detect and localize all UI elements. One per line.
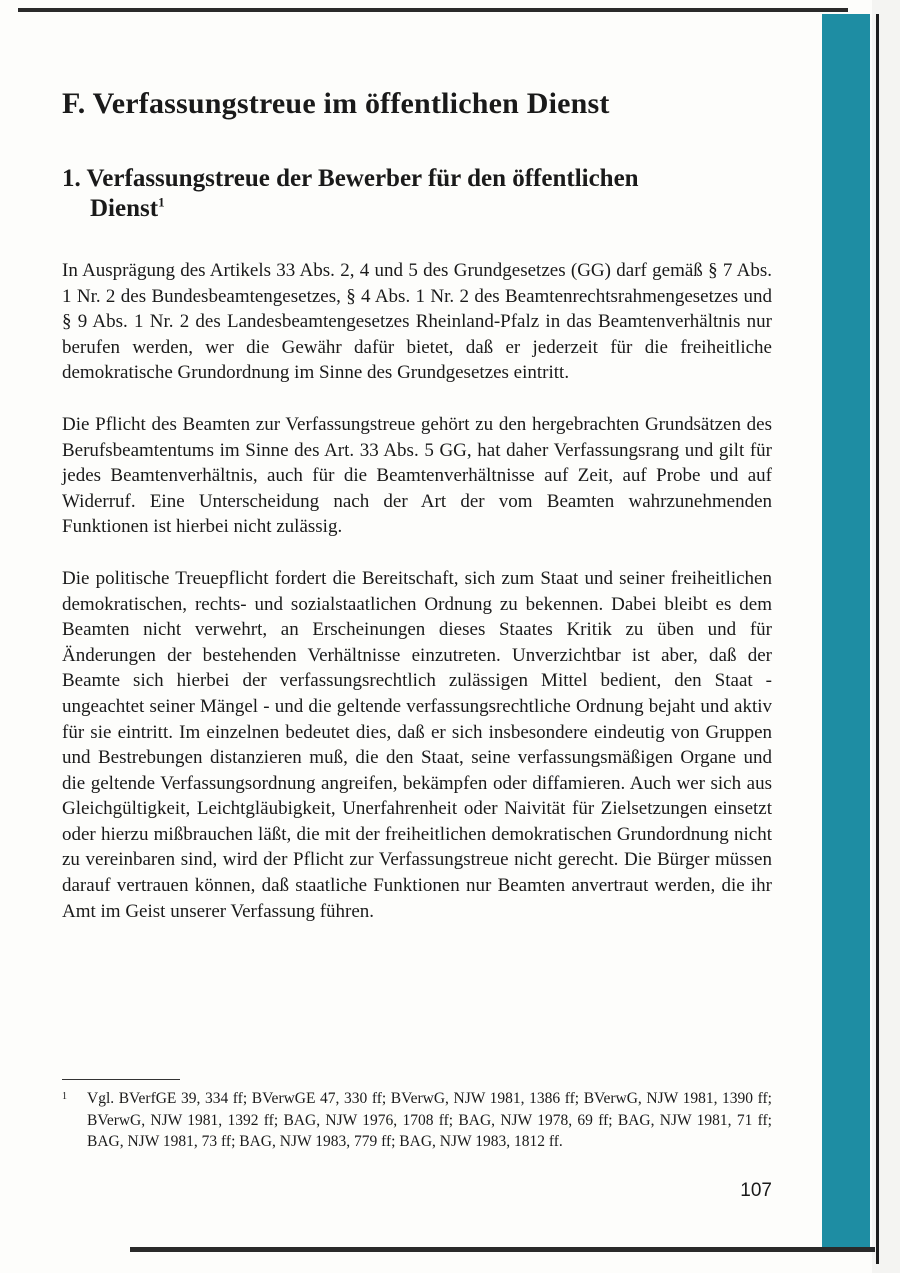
page-number: 107 (740, 1180, 772, 1201)
paragraph-2: Die Pflicht des Beamten zur Verfassungstreue gehört zu den hergebrachten Grundsätzen des Berufsbeamtentums im Sinne des Art. 33 Abs. 5 GG, hat daher Verfassungsrang und gilt für jedes Beamtenverhältnis, auch für die Beamtenverhältnisse auf Zeit, auf Probe und auf Widerruf. Eine Unterscheidung nach der Art der vom Beamten wahrzunehmenden Funktionen ist hierbei nicht zulässig. (62, 413, 772, 538)
paragraph-1: In Ausprägung des Artikels 33 Abs. 2, 4 und 5 des Grundgesetzes (GG) darf gemäß § 7 Abs. 1 Nr. 2 des Bundesbeamtengesetzes, § 4 Abs. 1 Nr. 2 des Beamtenrechtsrahmengesetzes und § 9 Abs. 1 Nr. 2 des Landesbeamtengesetzes Rheinland-Pfalz in das Beamtenverhältnis nur berufen werden, wer die Gewähr dafür bietet, daß er jederzeit für die freiheitliche demokratische Grundordnung im Sinne des Grundgesetzes eintritt. (62, 260, 772, 384)
section-heading (62, 164, 772, 224)
footnote-marker: 1 (62, 1091, 67, 1102)
section-heading-line2 (62, 194, 772, 224)
chapter-heading: F. Verfassungstreue im öffentlichen Dienst (62, 87, 610, 120)
page-edge-line (876, 14, 879, 1264)
page-content (62, 86, 772, 924)
paragraph-3: Die politische Treuepflicht fordert die Bereitschaft, sich zum Staat und seiner freiheitlichen demokratischen, rechts- und sozialstaatlichen Ordnung zu bekennen. Dabei bleibt es dem Beamten nicht verwehrt, an Erscheinungen dieses Staates Kritik zu üben und für Änderungen der bestehenden Verhältnisse einzutreten. Unverzichtbar ist aber, daß der Beamte sich hierbei der verfassungsrechtlich zulässigen Mittel bedient, den Staat - ungeachtet seiner Mängel - und die geltende verfassungsrechtliche Ordnung bejaht und aktiv für sie eintritt. Im einzelnen bedeutet dies, daß er sich insbesondere eindeutig von Gruppen und Bestrebungen distanzieren muß, die den Staat, seine verfassungsmäßigen Organe und die geltende Verfassungsordnung angreifen, bekämpfen oder diffamieren. Auch wer sich aus Gleichgültigkeit, Leichtgläubigkeit, Unerfahrenheit oder Naivität für Zielsetzungen einsetzt oder hierzu mißbrauchen läßt, die mit der freiheitlichen demokratischen Grundordnung nicht zu vereinbaren sind, wird der Pflicht zur Verfassungstreue nicht gerecht. Die Bürger müssen darauf vertrauen können, daß staatliche Funktionen nur Beamten anvertraut werden, die ihr Amt im Geist unserer Verfassung führen. (62, 567, 772, 922)
section-heading-word: Dienst (90, 195, 159, 222)
bottom-edge-rule (130, 1247, 875, 1252)
colored-tab-strip (822, 14, 870, 1252)
footnote-text: Vgl. BVerfGE 39, 334 ff; BVerwGE 47, 330 ff; BVerwG, NJW 1981, 1386 ff; BVerwG, NJW 1981, 1390 ff; BVerwG, NJW 1981, 1392 ff; BAG, NJW 1976, 1708 ff; BAG, NJW 1978, 69 ff; BAG, NJW 1981, 71 ff; BAG, NJW 1981, 73 ff; BAG, NJW 1983, 779 ff; BAG, NJW 1983, 1812 ff. (87, 1090, 772, 1150)
section-heading-line1: 1. Verfassungstreue der Bewerber für den öffentlichen (62, 165, 639, 192)
footnote-divider (62, 1079, 180, 1080)
top-edge-rule (18, 8, 848, 12)
footnote-reference: 1 (158, 194, 165, 210)
footnote (62, 1088, 772, 1153)
